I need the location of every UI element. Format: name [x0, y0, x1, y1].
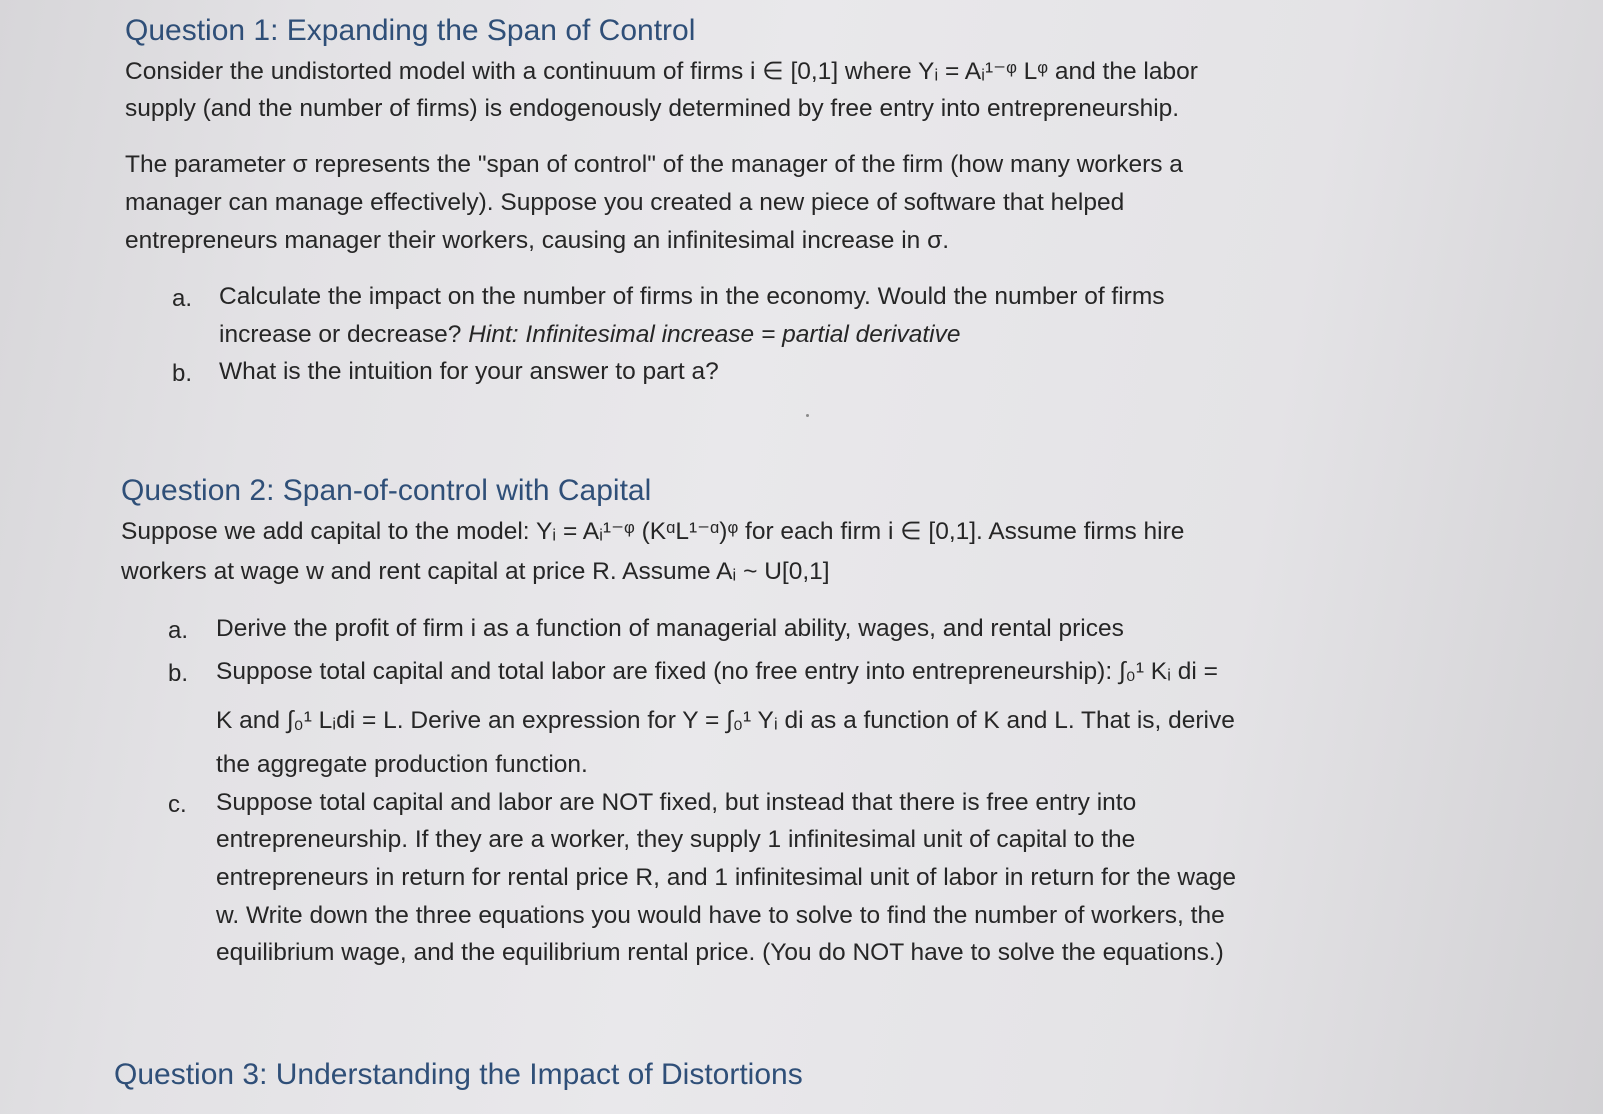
q2-item-b-line-2: K and ∫₀¹ Lᵢdi = L. Derive an expression for Y = ∫₀¹ Yᵢ di as a function of K and L. That is, derive — [216, 707, 1235, 734]
q1-item-a-line-1: Calculate the impact on the number of firms in the economy. Would the number of firms — [219, 283, 1165, 310]
q2-item-c-marker: c. — [168, 791, 187, 818]
question-3-title: Question 3: Understanding the Impact of Distortions — [114, 1058, 803, 1091]
q2-item-b-marker: b. — [168, 660, 189, 687]
q2-item-c-line-4: w. Write down the three equations you would have to solve to find the number of workers, the — [216, 902, 1225, 929]
q1-item-a-text: increase or decrease? — [219, 321, 469, 348]
q2-item-a-marker: a. — [168, 617, 189, 644]
q1-item-a-line-2 — [219, 323, 961, 348]
q2-item-c-line-2: entrepreneurship. If they are a worker, they supply 1 infinitesimal unit of capital to the — [216, 826, 1136, 853]
q1-intro-line-2: supply (and the number of firms) is endogenously determined by free entry into entrepreneurship. — [125, 95, 1180, 122]
q2-item-b-line-1: Suppose total capital and total labor are fixed (no free entry into entrepreneurship): ∫₀¹ Kᵢ di = — [216, 658, 1218, 685]
q2-item-b-line-3: the aggregate production function. — [216, 751, 588, 778]
q2-item-c-line-5: equilibrium wage, and the equilibrium rental price. (You do NOT have to solve the equations.) — [216, 939, 1224, 966]
q1-intro-line-1: Consider the undistorted model with a continuum of firms i ∈ [0,1] where Yᵢ = Aᵢ¹⁻ᵠ Lᵠ and the labor — [125, 58, 1198, 85]
q1-para2-line-3: entrepreneurs manager their workers, causing an infinitesimal increase in σ. — [125, 227, 950, 254]
q2-item-a-line-1: Derive the profit of firm i as a function of managerial ability, wages, and rental prices — [216, 615, 1124, 642]
question-1-title: Question 1: Expanding the Span of Control — [125, 14, 696, 47]
q2-item-c-line-1: Suppose total capital and labor are NOT fixed, but instead that there is free entry into — [216, 789, 1137, 816]
q1-item-a-marker: a. — [172, 285, 193, 312]
q1-item-b-marker: b. — [172, 360, 193, 387]
q2-item-c-line-3: entrepreneurs in return for rental price R, and 1 infinitesimal unit of labor in return for the wage — [216, 864, 1237, 891]
question-2-title: Question 2: Span-of-control with Capital — [121, 474, 652, 507]
paper-speck — [806, 414, 809, 417]
q1-item-a-hint: Hint: Infinitesimal increase = partial derivative — [468, 321, 961, 348]
q2-intro-line-1: Suppose we add capital to the model: Yᵢ = Aᵢ¹⁻ᵠ (KᵅL¹⁻ᵅ)ᵠ for each firm i ∈ [0,1]. Assume firms hire — [121, 518, 1185, 545]
q1-para2-line-2: manager can manage effectively). Suppose you created a new piece of software that helped — [125, 189, 1125, 216]
q2-intro-line-2: workers at wage w and rent capital at price R. Assume Aᵢ ~ U[0,1] — [121, 558, 830, 585]
q1-para2-line-1: The parameter σ represents the "span of control" of the manager of the firm (how many workers a — [125, 151, 1183, 178]
q1-item-b-line-1: What is the intuition for your answer to part a? — [219, 358, 719, 385]
